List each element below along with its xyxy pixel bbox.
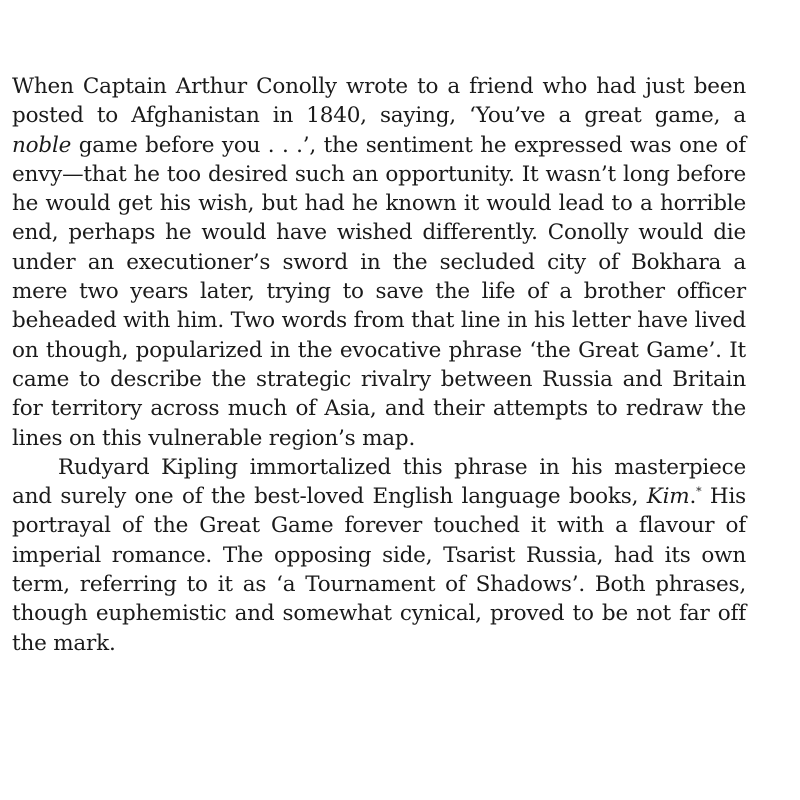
footnote-marker[interactable]: *	[696, 485, 702, 498]
paragraph-1-text-2: game before you . . .’, the sentiment he expressed was one of envy—that he too desired such an opportunity. It wasn’t long before he would get his wish, but had he known it would lead to a horrible end, perhaps he would have wished differently. Conolly would die under an executioner’s sword in the secluded city of Bokhara a mere two years later, trying to save the life of a brother officer beheaded with him. Two words from that line in his letter have lived on though, popularized in the evocative phrase ‘the Great Game’. It came to describe the strategic rivalry between Russia and Britain for territory across much of Asia, and their attempts to redraw the lines on this vulnerable region’s map.	[12, 132, 746, 451]
paragraph-2-text-1: Rudyard Kipling immortalized this phrase in his masterpiece and surely one of the best-loved English language books,	[12, 454, 746, 510]
paragraph-1	[12, 72, 746, 453]
paragraph-2-italic-kim: Kim	[646, 484, 690, 510]
paragraph-2-text-2: His portrayal of the Great Game forever touched it with a flavour of imperial romance. The opposing side, Tsarist Russia, had its own term, referring to it as ‘a Tournament of Shadows’. Both phrases, though euphemistic and somewhat cynical, proved to be not far off the mark.	[12, 484, 746, 656]
paragraph-1-text-1: When Captain Arthur Conolly wrote to a friend who had just been posted to Afghanistan in 1840, saying, ‘You’ve a great game, a	[12, 74, 746, 129]
paragraph-2	[12, 453, 746, 658]
paragraph-2-period: .	[689, 484, 697, 510]
document-body	[12, 72, 746, 658]
paragraph-1-italic-noble: noble	[12, 132, 72, 158]
